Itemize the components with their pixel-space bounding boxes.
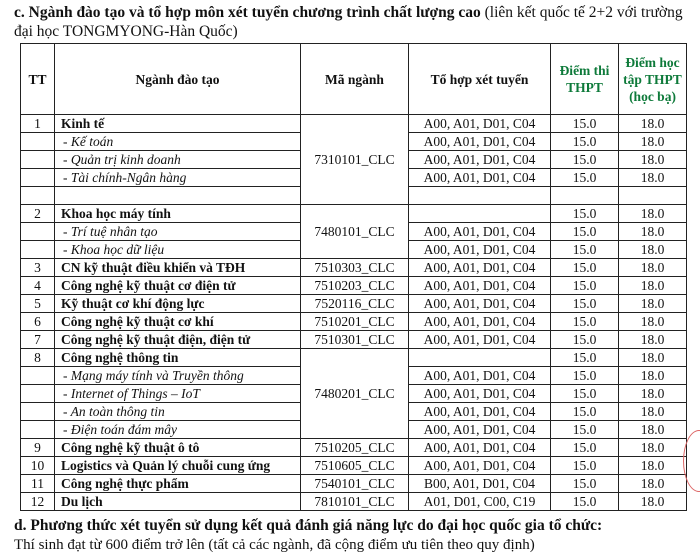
cell-tt: 6 <box>21 313 55 331</box>
cell-sub-major: - An toàn thông tin <box>55 403 301 421</box>
cell-combo: A01, D01, C00, C19 <box>409 493 551 511</box>
cell-exam: 15.0 <box>551 241 619 259</box>
cell-combo <box>409 187 551 205</box>
cell-transcript: 18.0 <box>619 349 687 367</box>
method-d-text: Thí sinh đạt từ 600 điểm trở lên (tất cả các ngành, đã cộng điểm ưu tiên theo quy định) <box>14 537 535 553</box>
cell-tt <box>21 187 55 205</box>
table-row <box>21 331 687 349</box>
cell-transcript: 18.0 <box>619 385 687 403</box>
cell-exam: 15.0 <box>551 277 619 295</box>
section-heading-bold: c. Ngành đào tạo và tổ hợp môn xét tuyển chương trình chất lượng cao <box>14 4 481 21</box>
cell-tt <box>21 223 55 241</box>
table-row <box>21 313 687 331</box>
cell-combo <box>409 205 551 223</box>
cell-sub-major: - Quản trị kinh doanh <box>55 151 301 169</box>
cell-sub-major: - Điện toán đám mây <box>55 421 301 439</box>
cell-exam <box>551 187 619 205</box>
header-code: Mã ngành <box>301 44 409 115</box>
cell-combo: A00, A01, D01, C04 <box>409 259 551 277</box>
method-d-heading: d. Phương thức xét tuyển sử dụng kết quả đánh giá năng lực do đại học quốc gia tổ chức: <box>14 517 603 534</box>
cell-tt: 4 <box>21 277 55 295</box>
cell-transcript: 18.0 <box>619 331 687 349</box>
cell-combo: A00, A01, D01, C04 <box>409 241 551 259</box>
cell-combo: A00, A01, D01, C04 <box>409 169 551 187</box>
cell-tt <box>21 133 55 151</box>
cell-exam: 15.0 <box>551 331 619 349</box>
cell-combo: A00, A01, D01, C04 <box>409 133 551 151</box>
cell-combo: A00, A01, D01, C04 <box>409 439 551 457</box>
cell-exam: 15.0 <box>551 205 619 223</box>
cell-transcript: 18.0 <box>619 457 687 475</box>
cell-exam: 15.0 <box>551 403 619 421</box>
cell-transcript: 18.0 <box>619 223 687 241</box>
cell-exam: 15.0 <box>551 169 619 187</box>
cell-combo: A00, A01, D01, C04 <box>409 403 551 421</box>
cell-exam: 15.0 <box>551 151 619 169</box>
cell-transcript: 18.0 <box>619 313 687 331</box>
cell-major: Logistics và Quản lý chuỗi cung ứng <box>55 457 301 475</box>
section-heading-normal: (liên kết quốc tế 2+2 với trường đại học TONGMYONG-Hàn Quốc) <box>14 4 683 40</box>
cell-major: Công nghệ thông tin <box>55 349 301 367</box>
cell-tt <box>21 169 55 187</box>
header-exam-score: Điểm thi THPT <box>551 44 619 115</box>
table-row <box>21 115 687 133</box>
header-major: Ngành đào tạo <box>55 44 301 115</box>
cell-code: 7510303_CLC <box>301 259 409 277</box>
header-transcript-score: Điểm học tập THPT (học bạ) <box>619 44 687 115</box>
cell-code: 7310101_CLC <box>301 115 409 205</box>
cell-transcript: 18.0 <box>619 133 687 151</box>
cell-tt: 2 <box>21 205 55 223</box>
cell-tt <box>21 403 55 421</box>
header-combo: Tổ hợp xét tuyển <box>409 44 551 115</box>
cell-tt: 11 <box>21 475 55 493</box>
table-header-row <box>21 44 687 115</box>
cell-combo <box>409 349 551 367</box>
cell-transcript: 18.0 <box>619 241 687 259</box>
cell-major: Công nghệ kỹ thuật cơ khí <box>55 313 301 331</box>
cell-sub-major: - Trí tuệ nhân tạo <box>55 223 301 241</box>
cell-exam: 15.0 <box>551 295 619 313</box>
cell-code: 7510301_CLC <box>301 331 409 349</box>
cell-tt <box>21 367 55 385</box>
cell-combo: A00, A01, D01, C04 <box>409 151 551 169</box>
cell-exam: 15.0 <box>551 133 619 151</box>
cell-sub-major: - Mạng máy tính và Truyền thông <box>55 367 301 385</box>
cell-combo: A00, A01, D01, C04 <box>409 295 551 313</box>
cell-exam: 15.0 <box>551 115 619 133</box>
cell-combo: A00, A01, D01, C04 <box>409 223 551 241</box>
cell-exam: 15.0 <box>551 475 619 493</box>
cell-exam: 15.0 <box>551 385 619 403</box>
cell-transcript: 18.0 <box>619 259 687 277</box>
table-row <box>21 493 687 511</box>
admission-table <box>20 43 687 511</box>
cell-exam: 15.0 <box>551 493 619 511</box>
table-row <box>21 295 687 313</box>
table-row <box>21 205 687 223</box>
table-row <box>21 277 687 295</box>
cell-major: Kỹ thuật cơ khí động lực <box>55 295 301 313</box>
cell-code: 7480201_CLC <box>301 349 409 439</box>
cell-exam: 15.0 <box>551 349 619 367</box>
cell-transcript: 18.0 <box>619 205 687 223</box>
cell-major: Du lịch <box>55 493 301 511</box>
cell-sub-major: - Tài chính-Ngân hàng <box>55 169 301 187</box>
cell-code: 7510205_CLC <box>301 439 409 457</box>
cell-exam: 15.0 <box>551 223 619 241</box>
cell-transcript: 18.0 <box>619 115 687 133</box>
cell-major: Công nghệ kỹ thuật điện, điện tử <box>55 331 301 349</box>
cell-major: Công nghệ kỹ thuật ô tô <box>55 439 301 457</box>
cell-major: CN kỹ thuật điều khiển và TĐH <box>55 259 301 277</box>
table-row <box>21 475 687 493</box>
cell-transcript: 18.0 <box>619 493 687 511</box>
cell-combo: A00, A01, D01, C04 <box>409 277 551 295</box>
cell-combo: A00, A01, D01, C04 <box>409 457 551 475</box>
cell-tt <box>21 421 55 439</box>
table-body <box>21 115 687 511</box>
cell-tt: 3 <box>21 259 55 277</box>
cell-major: Kinh tế <box>55 115 301 133</box>
cell-code: 7510203_CLC <box>301 277 409 295</box>
cell-combo: A00, A01, D01, C04 <box>409 367 551 385</box>
cell-combo: A00, A01, D01, C04 <box>409 385 551 403</box>
section-heading <box>14 3 694 41</box>
cell-sub-major: - Khoa học dữ liệu <box>55 241 301 259</box>
cell-sub-major: - Kế toán <box>55 133 301 151</box>
cell-major: Công nghệ thực phẩm <box>55 475 301 493</box>
cell-transcript: 18.0 <box>619 277 687 295</box>
cell-tt: 8 <box>21 349 55 367</box>
cell-transcript: 18.0 <box>619 295 687 313</box>
cell-code: 7810101_CLC <box>301 493 409 511</box>
cell-tt: 1 <box>21 115 55 133</box>
cell-combo: A00, A01, D01, C04 <box>409 115 551 133</box>
cell-tt <box>21 385 55 403</box>
cell-exam: 15.0 <box>551 421 619 439</box>
cell-major: Khoa học máy tính <box>55 205 301 223</box>
cell-sub-major <box>55 187 301 205</box>
cell-transcript: 18.0 <box>619 475 687 493</box>
cell-code: 7540101_CLC <box>301 475 409 493</box>
cell-tt: 12 <box>21 493 55 511</box>
cell-exam: 15.0 <box>551 313 619 331</box>
cell-tt: 10 <box>21 457 55 475</box>
cell-sub-major: - Internet of Things – IoT <box>55 385 301 403</box>
cell-transcript: 18.0 <box>619 367 687 385</box>
cell-combo: A00, A01, D01, C04 <box>409 313 551 331</box>
cell-combo: A00, A01, D01, C04 <box>409 331 551 349</box>
cell-tt: 5 <box>21 295 55 313</box>
table-row <box>21 439 687 457</box>
cell-combo: A00, A01, D01, C04 <box>409 421 551 439</box>
cell-exam: 15.0 <box>551 439 619 457</box>
table-row <box>21 259 687 277</box>
cell-transcript: 18.0 <box>619 439 687 457</box>
cell-exam: 15.0 <box>551 457 619 475</box>
cell-tt: 7 <box>21 331 55 349</box>
cell-transcript <box>619 187 687 205</box>
cell-code: 7510605_CLC <box>301 457 409 475</box>
table-row <box>21 457 687 475</box>
cell-transcript: 18.0 <box>619 403 687 421</box>
cell-exam: 15.0 <box>551 367 619 385</box>
cell-major: Công nghệ kỹ thuật cơ điện tử <box>55 277 301 295</box>
cell-transcript: 18.0 <box>619 421 687 439</box>
cell-code: 7480101_CLC <box>301 205 409 259</box>
cell-tt: 9 <box>21 439 55 457</box>
cell-transcript: 18.0 <box>619 169 687 187</box>
cell-code: 7520116_CLC <box>301 295 409 313</box>
cell-exam: 15.0 <box>551 259 619 277</box>
table-row <box>21 349 687 367</box>
header-tt: TT <box>21 44 55 115</box>
cell-code: 7510201_CLC <box>301 313 409 331</box>
cell-combo: B00, A01, D01, C04 <box>409 475 551 493</box>
cell-tt <box>21 151 55 169</box>
cell-transcript: 18.0 <box>619 151 687 169</box>
cell-tt <box>21 241 55 259</box>
